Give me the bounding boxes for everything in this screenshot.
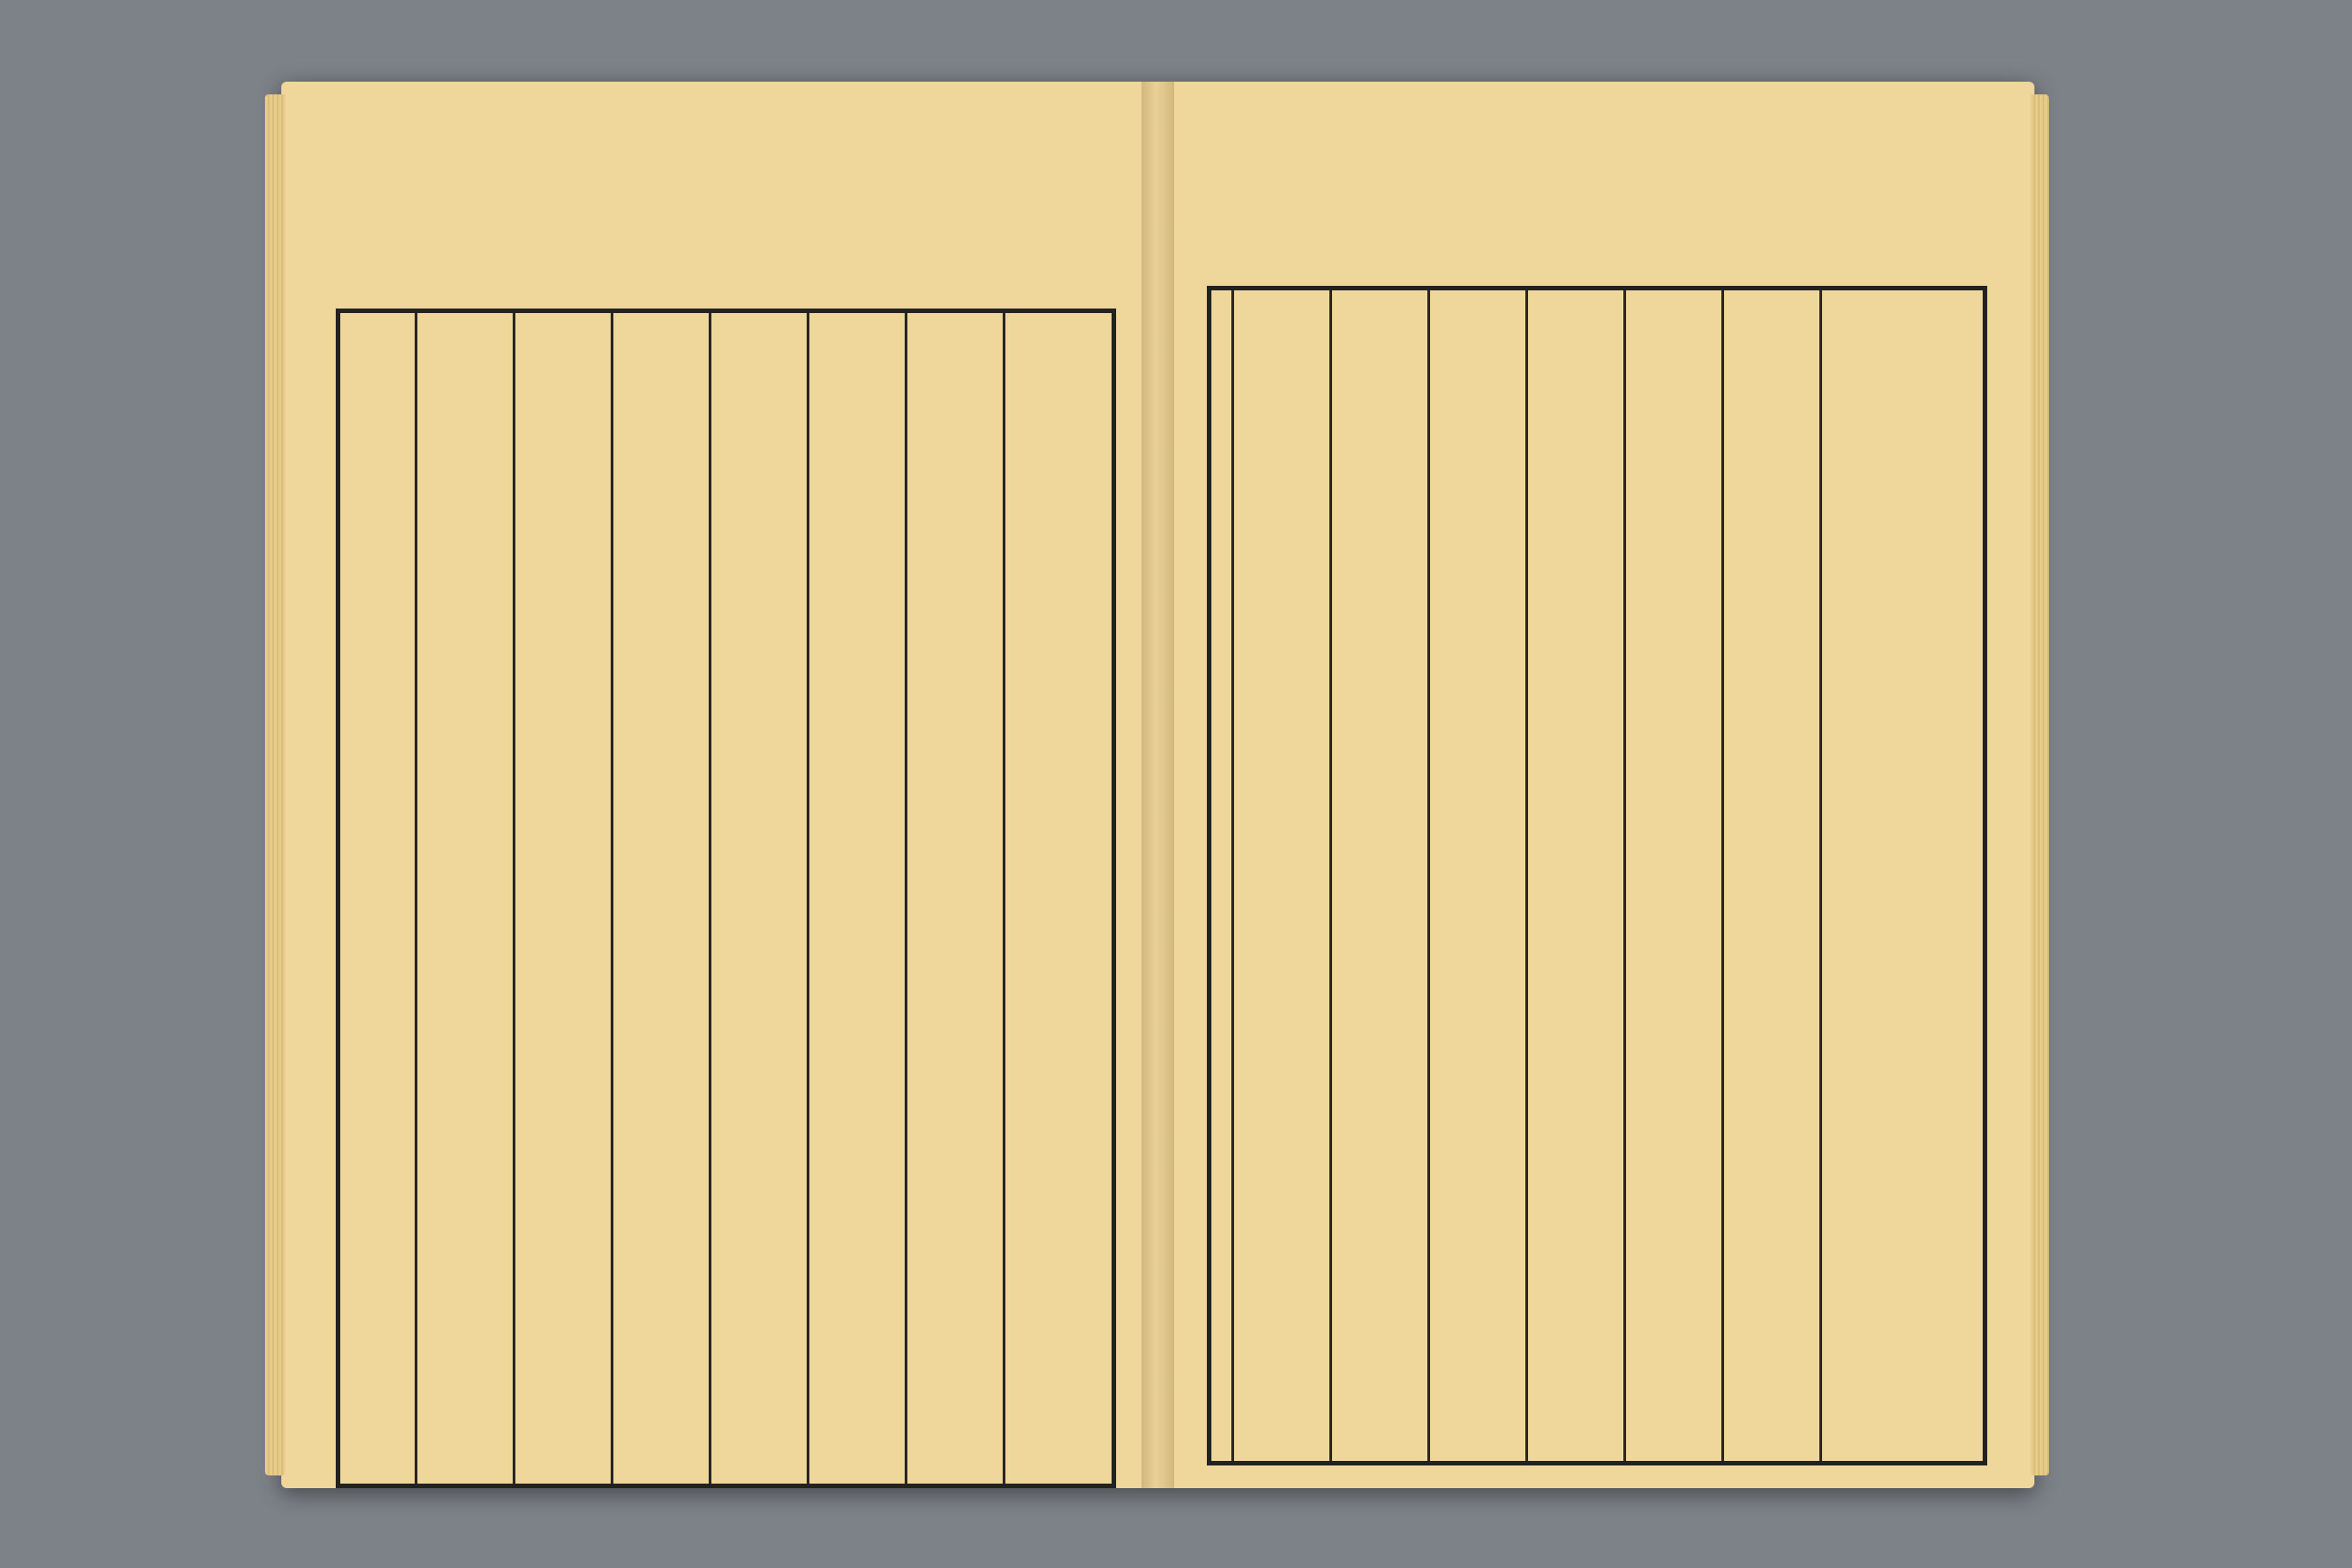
right-text-frame [1207, 286, 1987, 1465]
left-column-1 [1012, 313, 1102, 1484]
right-column-4 [1534, 290, 1625, 1461]
left-column-8 [335, 313, 426, 1484]
right-column-3 [1632, 290, 1723, 1461]
left-column-6 [522, 313, 612, 1484]
right-column-8 [1148, 290, 1239, 1461]
right-column-5 [1436, 290, 1527, 1461]
left-column-7 [424, 313, 514, 1484]
right-banxin-title [1928, 290, 1992, 1461]
left-column-2 [914, 313, 1004, 1484]
right-column-2 [1730, 290, 1821, 1461]
left-column-3 [816, 313, 906, 1484]
left-column-5 [620, 313, 710, 1484]
left-column-4 [718, 313, 808, 1484]
open-book [281, 82, 2034, 1488]
right-column-7 [1240, 290, 1331, 1461]
left-page [281, 82, 1142, 1488]
right-column-1 [1828, 290, 1919, 1461]
left-text-frame [336, 309, 1116, 1488]
right-page [1174, 82, 2034, 1488]
right-column-6 [1338, 290, 1429, 1461]
